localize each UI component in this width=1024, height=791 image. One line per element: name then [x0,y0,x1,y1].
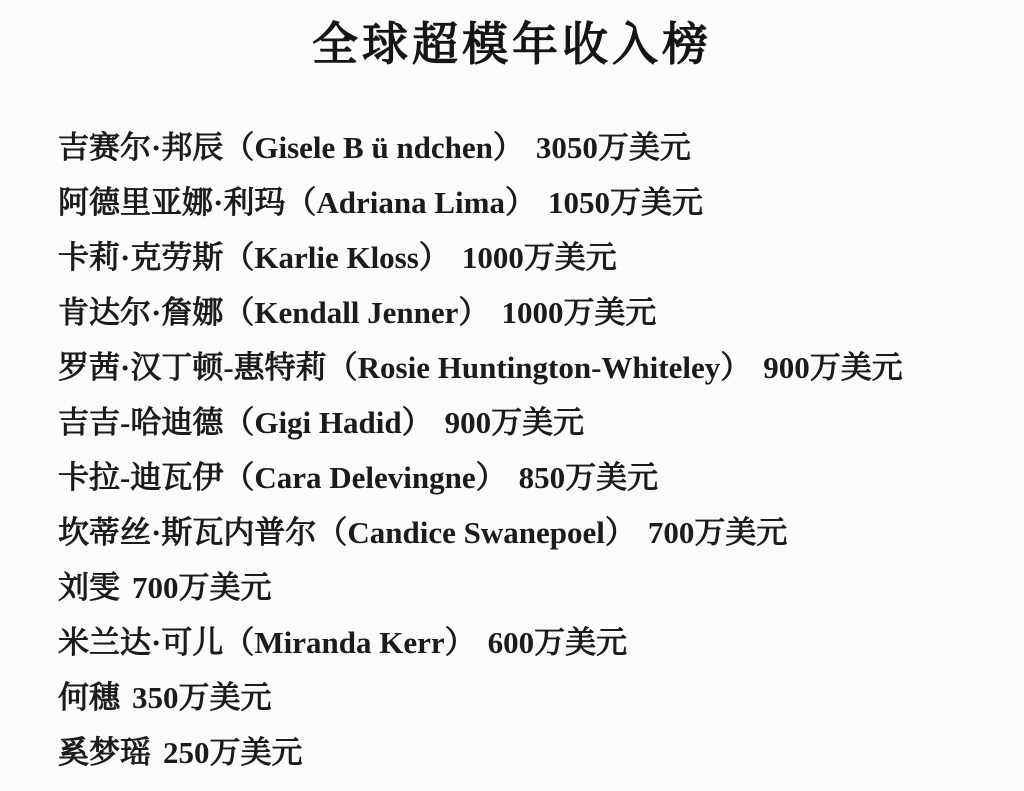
model-name-cn: 吉赛尔·邦辰 [58,130,224,165]
model-name-en: （Gigi Hadid） [223,405,433,440]
income-row [58,450,1024,505]
model-name-en: （Rosie Huntington-Whiteley） [326,350,752,385]
income-row [58,285,1024,340]
model-name-en: （Adriana Lima） [285,185,536,220]
income-row [58,725,1024,780]
income-row [58,615,1024,670]
model-name-en: （Candice Swanepoel） [316,515,636,550]
income-amount: 1000万美元 [501,295,657,330]
income-amount: 250万美元 [163,735,303,770]
income-row [58,340,1024,395]
model-name-cn: 卡拉-迪瓦伊 [58,460,224,495]
income-list [58,120,1024,780]
model-name-cn: 刘雯 [58,570,120,605]
model-name-cn: 吉吉-哈迪德 [58,405,224,440]
page-title: 全球超模年收入榜 [312,17,712,71]
income-amount: 350万美元 [132,680,272,715]
income-row [58,505,1024,560]
income-amount: 700万美元 [132,570,272,605]
model-name-cn: 肯达尔·詹娜 [58,295,224,330]
model-name-cn: 坎蒂丝·斯瓦内普尔 [58,515,317,550]
model-name-en: （Miranda Kerr） [223,625,476,660]
income-row [58,175,1024,230]
model-name-en: （Kendall Jenner） [223,295,490,330]
income-amount: 3050万美元 [535,130,691,165]
income-amount: 850万美元 [518,460,659,495]
income-amount: 1050万美元 [547,185,703,220]
income-amount: 900万美元 [444,405,585,440]
model-name-cn: 米兰达·可儿 [58,625,224,660]
income-row [58,230,1024,285]
income-amount: 1000万美元 [461,240,617,275]
income-amount: 600万美元 [487,625,628,660]
model-name-cn: 奚梦瑶 [58,735,151,770]
income-amount: 900万美元 [763,350,903,385]
model-name-en: （Gisele B ü ndchen） [223,130,524,165]
model-name-cn: 何穗 [58,680,120,715]
income-row [58,395,1024,450]
income-row [58,670,1024,725]
model-name-en: （Karlie Kloss） [223,240,450,275]
income-row [58,560,1024,615]
income-amount: 700万美元 [647,515,788,550]
model-name-cn: 罗茜·汉丁顿-惠特莉 [58,350,327,385]
income-row [58,120,1024,175]
model-name-cn: 阿德里亚娜·利玛 [58,185,286,220]
model-name-cn: 卡莉·克劳斯 [58,240,224,275]
model-name-en: （Cara Delevingne） [223,460,507,495]
